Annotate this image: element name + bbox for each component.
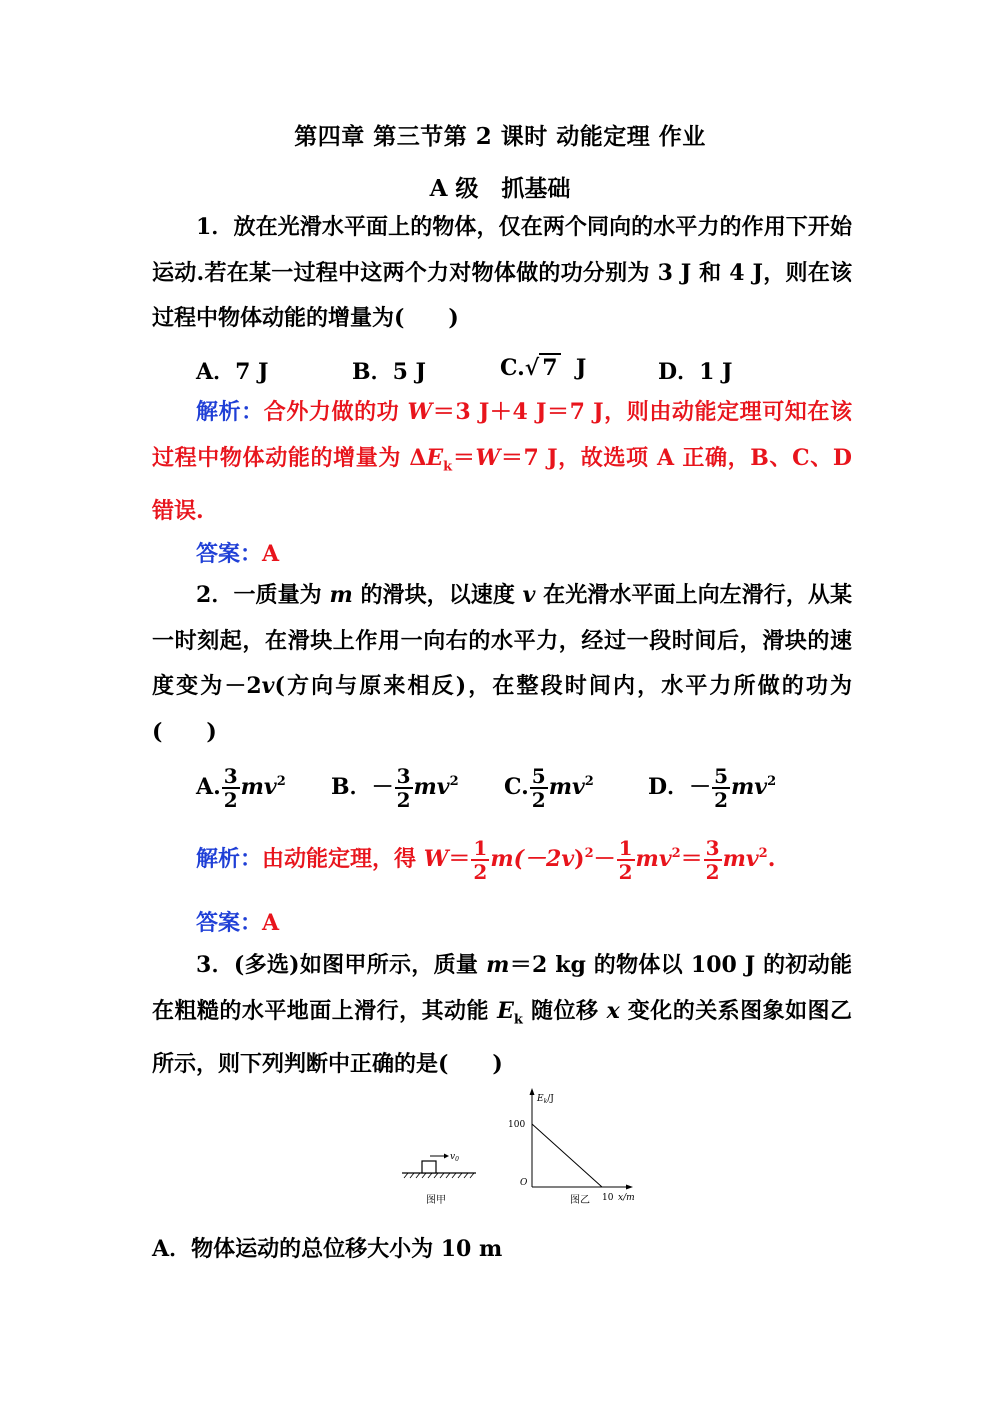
q2-opt-b-fraction bbox=[395, 766, 413, 810]
q1-analysis-label: 解析： bbox=[196, 399, 264, 425]
q2-opt-c-mv: mv bbox=[548, 774, 585, 800]
block bbox=[422, 1161, 436, 1173]
frac-den: 2 bbox=[531, 788, 546, 812]
frac-den: 2 bbox=[705, 860, 720, 884]
q2-analysis-paren: ) bbox=[574, 846, 585, 872]
figure-b-chart bbox=[508, 1088, 635, 1206]
y-tick-100: 100 bbox=[508, 1120, 526, 1130]
q1-analysis-text-1: 合外力做的功 bbox=[263, 399, 408, 425]
frac-num: 1 bbox=[473, 836, 488, 860]
q1-analysis-text-3: ＝7 J，故选项 A 正确，B、C、D 错误. bbox=[152, 444, 852, 525]
q3-stem-m: m bbox=[486, 952, 510, 978]
frac-den: 2 bbox=[396, 788, 411, 812]
q2-analysis-minus: － bbox=[593, 846, 616, 872]
q2-opt-d-mv: mv bbox=[731, 774, 768, 800]
q2-analysis-sq-2: 2 bbox=[671, 846, 681, 861]
q1-answer-label: 答案： bbox=[196, 541, 263, 567]
q2-analysis-sq-3: 2 bbox=[758, 846, 768, 861]
q2-opt-b-prefix: B．－ bbox=[331, 774, 394, 800]
frac-num: 1 bbox=[618, 836, 633, 860]
q2-analysis-eq-2: ＝ bbox=[680, 846, 703, 872]
q3-stem-x: x bbox=[606, 997, 620, 1024]
q1-option-a: A．7 J bbox=[196, 359, 269, 385]
q2-option-a bbox=[196, 766, 286, 810]
q2-answer-label: 答案： bbox=[196, 910, 263, 936]
q2-stem-text-1: 2．一质量为 bbox=[196, 582, 330, 608]
y-axis-label: $E_k/J$ bbox=[537, 1094, 554, 1105]
origin-label: O bbox=[520, 1178, 528, 1188]
x-axis-arrow-icon bbox=[626, 1185, 633, 1190]
q1-option-c bbox=[500, 355, 586, 381]
figure-a bbox=[402, 1152, 476, 1206]
q2-opt-b-sq: 2 bbox=[449, 774, 459, 789]
frac-den: 2 bbox=[618, 860, 633, 884]
q2-analysis-w: W bbox=[423, 846, 449, 872]
q2-stem-m: m bbox=[329, 582, 353, 608]
frac-den: 2 bbox=[714, 788, 729, 812]
q1-option-b: B．5 J bbox=[352, 359, 426, 385]
q2-opt-c-sq: 2 bbox=[584, 774, 594, 789]
fig-b-caption: 图乙 bbox=[570, 1195, 590, 1206]
q2-option-c bbox=[504, 766, 594, 810]
q2-analysis-frac-1 bbox=[471, 838, 489, 882]
question-3-stem bbox=[152, 943, 852, 1088]
q2-analysis-period: . bbox=[767, 846, 776, 872]
frac-num: 3 bbox=[223, 764, 238, 788]
question-1-answer bbox=[196, 537, 279, 568]
q2-analysis-text: 由动能定理，得 bbox=[262, 846, 424, 872]
q2-opt-c-fraction bbox=[530, 766, 548, 810]
q1-analysis-eq: ＝ bbox=[452, 444, 476, 471]
fig-a-caption: 图甲 bbox=[426, 1195, 446, 1206]
q3-stem-text-3: 随位移 bbox=[522, 997, 607, 1024]
frac-num: 5 bbox=[531, 764, 546, 788]
level-heading: A 级 抓基础 bbox=[429, 175, 571, 202]
q2-opt-d-prefix: D．－ bbox=[648, 774, 712, 800]
frac-num: 5 bbox=[714, 764, 729, 788]
question-2-stem bbox=[152, 573, 852, 755]
q2-analysis-eq: ＝ bbox=[448, 846, 471, 872]
question-1-analysis bbox=[152, 390, 852, 535]
q2-stem-text-4: (方向与原来相反)，在整段时间内，水平力所做的功为( ) bbox=[152, 673, 852, 745]
q2-opt-c-prefix: C. bbox=[504, 774, 529, 800]
q2-opt-a-sq: 2 bbox=[276, 774, 286, 789]
sqrt-icon: √ bbox=[524, 355, 540, 381]
q2-option-b bbox=[331, 766, 459, 810]
q2-opt-a-prefix: A. bbox=[196, 774, 221, 800]
frac-num: 3 bbox=[705, 836, 720, 860]
q1-option-d: D．1 J bbox=[658, 359, 733, 385]
q2-opt-d-sq: 2 bbox=[767, 774, 777, 789]
q2-stem-v2: v bbox=[261, 673, 275, 699]
q3-stem-e: E bbox=[497, 997, 514, 1024]
page-title: 第四章 第三节第 2 课时 动能定理 作业 bbox=[294, 123, 706, 150]
q3-stem-k: k bbox=[513, 1011, 523, 1027]
frac-den: 2 bbox=[223, 788, 238, 812]
q2-analysis-frac-2 bbox=[617, 838, 635, 882]
q2-analysis-sq-1: 2 bbox=[584, 846, 594, 861]
q1-option-c-unit: J bbox=[575, 355, 587, 381]
arrow-head-icon bbox=[444, 1154, 449, 1159]
q2-opt-a-fraction bbox=[222, 766, 240, 810]
frac-num: 3 bbox=[396, 764, 411, 788]
q2-stem-text-3: 在光滑水平面上向左滑行，从某一时刻起，在滑块上作用一向右的水平力，经过一段时间后，滑块的速度变为－2 bbox=[152, 582, 852, 699]
q1-answer-value: A bbox=[262, 541, 280, 567]
q2-analysis-m2v: m(－2 bbox=[490, 846, 562, 872]
q2-stem-text-2: 的滑块，以速度 bbox=[352, 582, 523, 608]
question-2-answer bbox=[196, 906, 279, 937]
q2-opt-d-fraction bbox=[712, 766, 730, 810]
q1-analysis-text-2: ＝3 J＋4 J＝7 J，则由动能定理可知在该过程中物体动能的增量为 Δ bbox=[152, 399, 852, 471]
x-tick-10: 10 bbox=[602, 1193, 614, 1203]
question-2-analysis bbox=[196, 838, 775, 882]
y-axis-arrow-icon bbox=[530, 1088, 535, 1095]
q2-analysis-mv-1: mv bbox=[635, 846, 672, 872]
question-3-option-a: A．物体运动的总位移大小为 10 m bbox=[152, 1236, 503, 1262]
q1-analysis-e: E bbox=[426, 444, 444, 471]
frac-den: 2 bbox=[473, 860, 488, 884]
q2-opt-b-mv: mv bbox=[413, 774, 450, 800]
q3-stem-text-4: 变化的关系图象如图乙所示，则下列判断中正确的是( ) bbox=[152, 997, 852, 1078]
q3-stem-text-2: ＝2 kg 的物体以 100 J 的初动能在粗糙的水平地面上滑行，其动能 bbox=[152, 952, 853, 1024]
q3-stem-text-1: 3．(多选)如图甲所示，质量 bbox=[196, 952, 487, 978]
q1-option-c-prefix: C. bbox=[500, 355, 525, 381]
q2-analysis-v: v bbox=[561, 846, 575, 872]
q2-answer-value: A bbox=[262, 910, 280, 936]
q1-analysis-w2: W bbox=[475, 444, 501, 471]
q2-analysis-frac-3 bbox=[704, 838, 722, 882]
q1-analysis-k: k bbox=[443, 458, 453, 474]
q2-analysis-mv-2: mv bbox=[722, 846, 759, 872]
q2-option-d bbox=[648, 766, 776, 810]
q1-analysis-w: W bbox=[407, 399, 433, 425]
question-1-stem: 1．放在光滑水平面上的物体，仅在两个同向的水平力的作用下开始运动.若在某一过程中这两个力对物体做的功分别为 3 J 和 4 J，则在该过程中物体动能的增量为( ) bbox=[152, 214, 852, 331]
x-axis-label: x/m bbox=[618, 1193, 635, 1203]
q2-analysis-label: 解析： bbox=[196, 846, 263, 872]
figure-q3 bbox=[390, 1085, 650, 1215]
v0-label: $v_0$ bbox=[450, 1152, 459, 1163]
ground-hatch bbox=[404, 1173, 474, 1178]
q2-stem-v: v bbox=[522, 582, 536, 608]
q1-option-c-radicand: 7 bbox=[539, 353, 560, 381]
ek-series-line bbox=[532, 1124, 602, 1187]
q2-opt-a-mv: mv bbox=[240, 774, 277, 800]
